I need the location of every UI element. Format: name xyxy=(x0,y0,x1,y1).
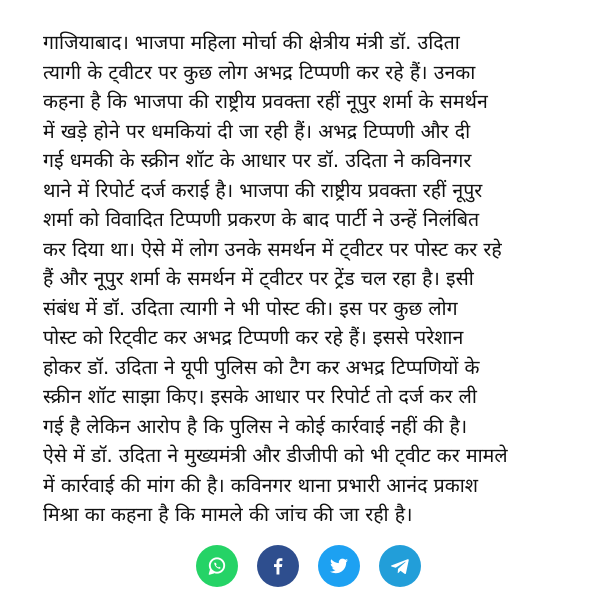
facebook-icon xyxy=(266,554,290,578)
article-line: गई है लेकिन आरोप है कि पुलिस ने कोई कार्रवाई नहीं की है। xyxy=(43,414,468,438)
telegram-share-button[interactable] xyxy=(379,545,421,587)
article-line: कर दिया था। ऐसे में लोग उनके समर्थन में ट्वीटर पर पोस्ट कर रहे xyxy=(43,237,502,261)
article-line: कहना है कि भाजपा की राष्ट्रीय प्रवक्ता रहीं नूपुर शर्मा के समर्थन xyxy=(43,90,488,113)
article-line: ऐसे में डॉ. उदिता ने मुख्यमंत्री और डीजीपी को भी ट्वीट कर मामले xyxy=(43,444,508,467)
article-line: गई धमकी के स्क्रीन शॉट के आधार पर डॉ. उदिता ने कविनगर xyxy=(43,149,472,172)
whatsapp-icon xyxy=(205,554,229,578)
article-line: मिश्रा का कहना है कि मामले की जांच की जा रही है। xyxy=(43,503,413,526)
article-line: त्यागी के ट्वीटर पर कुछ लोग अभद्र टिप्पणी कर रहे हैं। उनका xyxy=(43,60,476,84)
article-line: में खड़े होने पर धमकियां दी जा रही हैं। अभद्र टिप्पणी और दी xyxy=(43,119,471,143)
article-line: गाजियाबाद। भाजपा महिला मोर्चा की क्षेत्रीय मंत्री डॉ. उदिता xyxy=(43,31,460,54)
twitter-share-button[interactable] xyxy=(318,545,360,587)
article-line: संबंध में डॉ. उदिता त्यागी ने भी पोस्ट की। इस पर कुछ लोग xyxy=(43,296,458,320)
article-line: पोस्ट को रिट्वीट कर अभद्र टिप्पणी कर रहे हैं। इससे परेशान xyxy=(43,326,464,349)
facebook-share-button[interactable] xyxy=(257,545,299,587)
twitter-icon xyxy=(327,554,351,578)
article-line: होकर डॉ. उदिता ने यूपी पुलिस को टैग कर अभद्र टिप्पणियों के xyxy=(43,355,480,379)
article-line: में कार्रवाई की मांग की है। कविनगर थाना प्रभारी आनंद प्रकाश xyxy=(43,473,479,497)
article-line: हैं और नूपुर शर्मा के समर्थन में ट्वीटर पर ट्रेंड चल रहा है। इसी xyxy=(43,267,474,290)
article-line: शर्मा को विवादित टिप्पणी प्रकरण के बाद पार्टी ने उन्हें निलंबित xyxy=(43,208,480,231)
article-body xyxy=(43,28,583,530)
article-line: थाने में रिपोर्ट दर्ज कराई है। भाजपा की राष्ट्रीय प्रवक्ता रहीं नूपुर xyxy=(43,178,483,202)
whatsapp-share-button[interactable] xyxy=(196,545,238,587)
telegram-icon xyxy=(388,554,412,578)
share-bar xyxy=(196,545,436,587)
article-line: स्क्रीन शॉट साझा किए। इसके आधार पर रिपोर्ट तो दर्ज कर ली xyxy=(43,385,477,408)
